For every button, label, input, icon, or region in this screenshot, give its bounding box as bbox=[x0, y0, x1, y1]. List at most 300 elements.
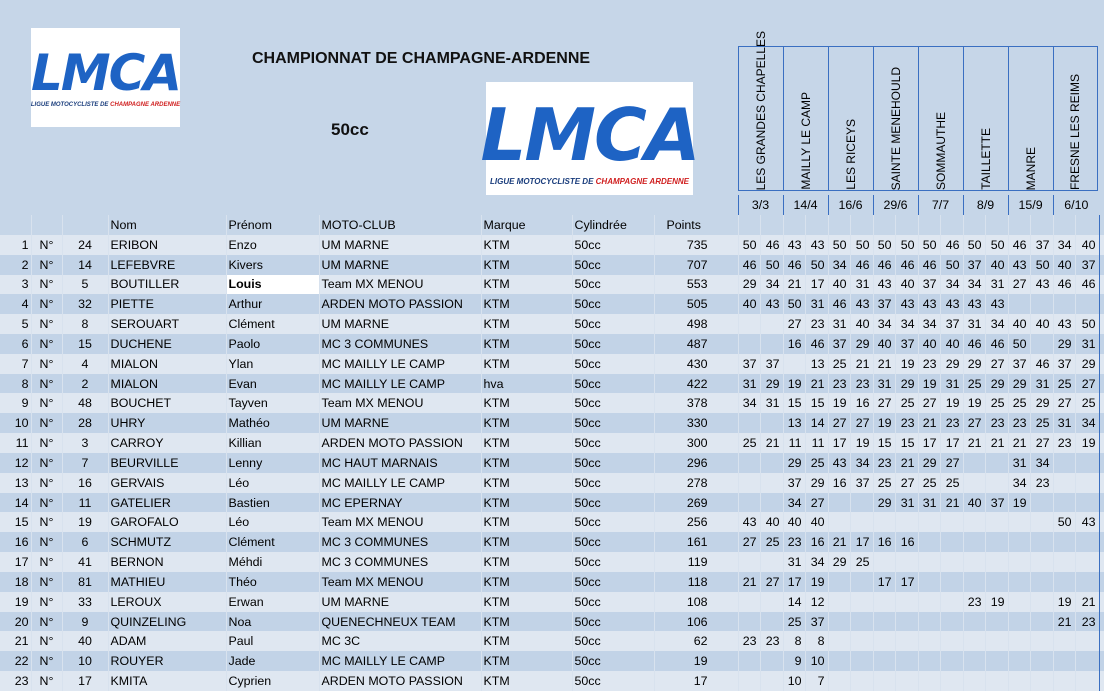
row-score bbox=[760, 453, 783, 473]
row-score: 40 bbox=[985, 255, 1008, 275]
row-score bbox=[1075, 552, 1099, 572]
row-score: 29 bbox=[873, 493, 895, 513]
row-score: 46 bbox=[940, 235, 963, 255]
row-score bbox=[1075, 651, 1099, 671]
row-last-name: LEROUX bbox=[108, 592, 226, 612]
row-displacement: 50cc bbox=[572, 493, 654, 513]
row-score bbox=[1030, 631, 1053, 651]
venue-date: 14/4 bbox=[783, 195, 828, 215]
row-score: 29 bbox=[895, 374, 918, 394]
row-score bbox=[873, 631, 895, 651]
row-score bbox=[1030, 294, 1053, 314]
row-score: 23 bbox=[1053, 433, 1075, 453]
row-club: UM MARNE bbox=[319, 592, 481, 612]
row-score: 12 bbox=[805, 592, 828, 612]
row-score bbox=[1053, 552, 1075, 572]
row-last-name: MIALON bbox=[108, 374, 226, 394]
row-edge bbox=[1099, 512, 1104, 532]
row-n-label: N° bbox=[31, 651, 62, 671]
row-score bbox=[828, 651, 850, 671]
row-race-number: 7 bbox=[62, 453, 108, 473]
row-brand: KTM bbox=[481, 512, 572, 532]
row-n-label: N° bbox=[31, 473, 62, 493]
row-points: 707 bbox=[654, 255, 738, 275]
row-brand: KTM bbox=[481, 453, 572, 473]
table-row bbox=[0, 354, 1104, 374]
row-position: 8 bbox=[0, 374, 31, 394]
row-score: 23 bbox=[805, 314, 828, 334]
row-score: 34 bbox=[1053, 235, 1075, 255]
row-race-number: 14 bbox=[62, 255, 108, 275]
row-score: 34 bbox=[985, 314, 1008, 334]
row-score: 13 bbox=[805, 354, 828, 374]
row-score: 17 bbox=[828, 433, 850, 453]
row-club: MC MAILLY LE CAMP bbox=[319, 354, 481, 374]
row-score: 43 bbox=[985, 294, 1008, 314]
row-score bbox=[1075, 294, 1099, 314]
row-club: Team MX MENOU bbox=[319, 393, 481, 413]
row-score bbox=[1008, 592, 1030, 612]
row-score: 34 bbox=[918, 314, 940, 334]
row-brand: KTM bbox=[481, 314, 572, 334]
row-score bbox=[1075, 532, 1099, 552]
row-points: 430 bbox=[654, 354, 738, 374]
row-score: 37 bbox=[918, 275, 940, 295]
table-row bbox=[0, 433, 1104, 453]
venue-date: 8/9 bbox=[963, 195, 1008, 215]
header-score bbox=[895, 215, 918, 235]
row-edge bbox=[1099, 334, 1104, 354]
row-score: 40 bbox=[805, 512, 828, 532]
row-brand: KTM bbox=[481, 334, 572, 354]
row-score: 16 bbox=[805, 532, 828, 552]
row-score: 15 bbox=[873, 433, 895, 453]
row-position: 23 bbox=[0, 671, 31, 691]
row-score: 43 bbox=[1030, 275, 1053, 295]
row-score: 11 bbox=[805, 433, 828, 453]
row-first-name: Arthur bbox=[226, 294, 319, 314]
row-score bbox=[918, 552, 940, 572]
row-score: 37 bbox=[1053, 354, 1075, 374]
row-score: 46 bbox=[1008, 235, 1030, 255]
row-score: 21 bbox=[873, 354, 895, 374]
row-score: 16 bbox=[783, 334, 805, 354]
row-last-name: DUCHENE bbox=[108, 334, 226, 354]
row-score bbox=[1030, 334, 1053, 354]
row-brand: KTM bbox=[481, 493, 572, 513]
row-score: 8 bbox=[805, 631, 828, 651]
row-points: 487 bbox=[654, 334, 738, 354]
row-score: 10 bbox=[783, 671, 805, 691]
venue-header bbox=[963, 47, 1008, 190]
row-score: 27 bbox=[1008, 275, 1030, 295]
venue-header bbox=[783, 47, 828, 190]
row-score: 43 bbox=[1008, 255, 1030, 275]
row-displacement: 50cc bbox=[572, 433, 654, 453]
row-score: 37 bbox=[985, 493, 1008, 513]
row-score: 34 bbox=[895, 314, 918, 334]
row-score: 31 bbox=[783, 552, 805, 572]
venue-header bbox=[738, 30, 783, 190]
row-club: UM MARNE bbox=[319, 235, 481, 255]
table-row bbox=[0, 294, 1104, 314]
row-n-label: N° bbox=[31, 393, 62, 413]
row-score: 50 bbox=[985, 235, 1008, 255]
row-score: 31 bbox=[738, 374, 760, 394]
table-row bbox=[0, 374, 1104, 394]
row-n-label: N° bbox=[31, 631, 62, 651]
table-row bbox=[0, 651, 1104, 671]
table-row bbox=[0, 532, 1104, 552]
row-score: 43 bbox=[828, 453, 850, 473]
row-first-name: Enzo bbox=[226, 235, 319, 255]
row-score: 17 bbox=[918, 433, 940, 453]
row-score bbox=[828, 572, 850, 592]
row-score: 19 bbox=[895, 354, 918, 374]
row-edge bbox=[1099, 433, 1104, 453]
row-score: 37 bbox=[963, 255, 985, 275]
venue-name: SAINTE MENEHOULD bbox=[888, 66, 903, 190]
row-edge bbox=[1099, 393, 1104, 413]
row-position: 12 bbox=[0, 453, 31, 473]
row-score: 17 bbox=[805, 275, 828, 295]
header-edge bbox=[1099, 215, 1104, 235]
row-first-name: Tayven bbox=[226, 393, 319, 413]
row-displacement: 50cc bbox=[572, 334, 654, 354]
row-brand: KTM bbox=[481, 275, 572, 295]
row-score bbox=[1030, 612, 1053, 632]
row-n-label: N° bbox=[31, 334, 62, 354]
row-score: 40 bbox=[1008, 314, 1030, 334]
row-n-label: N° bbox=[31, 433, 62, 453]
row-last-name: BOUCHET bbox=[108, 393, 226, 413]
row-position: 4 bbox=[0, 294, 31, 314]
row-score: 40 bbox=[783, 512, 805, 532]
row-brand: KTM bbox=[481, 354, 572, 374]
row-score: 21 bbox=[738, 572, 760, 592]
row-points: 378 bbox=[654, 393, 738, 413]
row-score: 43 bbox=[918, 294, 940, 314]
row-score: 50 bbox=[1053, 512, 1075, 532]
row-score: 50 bbox=[828, 235, 850, 255]
row-score: 17 bbox=[850, 532, 873, 552]
row-score: 23 bbox=[895, 413, 918, 433]
row-displacement: 50cc bbox=[572, 275, 654, 295]
row-score bbox=[1008, 572, 1030, 592]
row-displacement: 50cc bbox=[572, 473, 654, 493]
row-score bbox=[1075, 473, 1099, 493]
row-n-label: N° bbox=[31, 532, 62, 552]
row-last-name: MIALON bbox=[108, 354, 226, 374]
row-brand: KTM bbox=[481, 413, 572, 433]
row-score: 40 bbox=[895, 275, 918, 295]
row-score bbox=[1030, 493, 1053, 513]
row-score bbox=[1053, 473, 1075, 493]
row-score: 31 bbox=[850, 275, 873, 295]
table-row bbox=[0, 631, 1104, 651]
row-score bbox=[738, 334, 760, 354]
row-score: 46 bbox=[828, 294, 850, 314]
venue-headers bbox=[738, 30, 1098, 191]
row-first-name: Killian bbox=[226, 433, 319, 453]
row-displacement: 50cc bbox=[572, 393, 654, 413]
row-score: 43 bbox=[963, 294, 985, 314]
dates-spacer bbox=[0, 195, 738, 215]
row-score: 27 bbox=[873, 393, 895, 413]
row-score: 27 bbox=[1075, 374, 1099, 394]
row-score: 46 bbox=[783, 255, 805, 275]
row-score: 31 bbox=[760, 393, 783, 413]
row-score bbox=[895, 651, 918, 671]
row-score: 23 bbox=[1008, 413, 1030, 433]
row-score: 46 bbox=[873, 255, 895, 275]
row-edge bbox=[1099, 612, 1104, 632]
dates-edge bbox=[1099, 195, 1104, 215]
row-score: 31 bbox=[963, 314, 985, 334]
row-race-number: 2 bbox=[62, 374, 108, 394]
row-score: 25 bbox=[1053, 374, 1075, 394]
row-score: 29 bbox=[760, 374, 783, 394]
row-club: UM MARNE bbox=[319, 255, 481, 275]
row-edge bbox=[1099, 314, 1104, 334]
row-score bbox=[1030, 592, 1053, 612]
header-prenom: Prénom bbox=[226, 215, 319, 235]
row-club: MC 3C bbox=[319, 631, 481, 651]
venue-header bbox=[828, 47, 873, 190]
row-score: 16 bbox=[828, 473, 850, 493]
table-row bbox=[0, 473, 1104, 493]
row-first-name: Léo bbox=[226, 512, 319, 532]
row-score bbox=[963, 671, 985, 691]
row-score bbox=[940, 512, 963, 532]
row-n-label: N° bbox=[31, 374, 62, 394]
header-nom: Nom bbox=[108, 215, 226, 235]
row-score bbox=[918, 612, 940, 632]
row-race-number: 33 bbox=[62, 592, 108, 612]
header-score bbox=[783, 215, 805, 235]
row-score: 21 bbox=[760, 433, 783, 453]
row-displacement: 50cc bbox=[572, 631, 654, 651]
row-score: 29 bbox=[985, 374, 1008, 394]
header-score bbox=[918, 215, 940, 235]
row-last-name: GERVAIS bbox=[108, 473, 226, 493]
row-score: 50 bbox=[873, 235, 895, 255]
row-first-name: Mathéo bbox=[226, 413, 319, 433]
row-last-name: QUINZELING bbox=[108, 612, 226, 632]
row-score: 23 bbox=[1030, 473, 1053, 493]
row-brand: KTM bbox=[481, 473, 572, 493]
header-score bbox=[1030, 215, 1053, 235]
row-score: 19 bbox=[805, 572, 828, 592]
row-club: MC MAILLY LE CAMP bbox=[319, 651, 481, 671]
row-points: 256 bbox=[654, 512, 738, 532]
row-score: 21 bbox=[940, 493, 963, 513]
row-score bbox=[963, 453, 985, 473]
row-race-number: 32 bbox=[62, 294, 108, 314]
row-position: 15 bbox=[0, 512, 31, 532]
row-brand: KTM bbox=[481, 235, 572, 255]
row-club: UM MARNE bbox=[319, 413, 481, 433]
row-displacement: 50cc bbox=[572, 374, 654, 394]
row-score: 15 bbox=[783, 393, 805, 413]
table-row bbox=[0, 453, 1104, 473]
row-first-name: Louis bbox=[226, 275, 319, 295]
row-score bbox=[918, 651, 940, 671]
row-score: 31 bbox=[805, 294, 828, 314]
row-score bbox=[963, 631, 985, 651]
row-last-name: CARROY bbox=[108, 433, 226, 453]
row-race-number: 11 bbox=[62, 493, 108, 513]
row-score bbox=[1053, 493, 1075, 513]
venue-name: SOMMAUTHE bbox=[933, 112, 948, 190]
row-score: 19 bbox=[873, 413, 895, 433]
row-score: 10 bbox=[805, 651, 828, 671]
row-club: MC HAUT MARNAIS bbox=[319, 453, 481, 473]
venue-name: LES GRANDES CHAPELLES bbox=[753, 30, 768, 190]
row-score: 46 bbox=[985, 334, 1008, 354]
row-score bbox=[873, 552, 895, 572]
header-score bbox=[873, 215, 895, 235]
row-points: 553 bbox=[654, 275, 738, 295]
row-n-label: N° bbox=[31, 512, 62, 532]
row-score: 50 bbox=[918, 235, 940, 255]
row-score: 21 bbox=[805, 374, 828, 394]
row-score bbox=[1008, 631, 1030, 651]
row-score: 27 bbox=[738, 532, 760, 552]
row-score bbox=[1075, 453, 1099, 473]
row-score: 21 bbox=[1008, 433, 1030, 453]
row-score bbox=[1030, 512, 1053, 532]
row-race-number: 24 bbox=[62, 235, 108, 255]
row-score: 29 bbox=[1053, 334, 1075, 354]
row-edge bbox=[1099, 413, 1104, 433]
row-score bbox=[738, 314, 760, 334]
row-brand: KTM bbox=[481, 572, 572, 592]
row-score: 29 bbox=[850, 334, 873, 354]
row-score: 21 bbox=[1053, 612, 1075, 632]
row-score: 31 bbox=[873, 374, 895, 394]
row-score: 46 bbox=[760, 235, 783, 255]
row-score bbox=[895, 592, 918, 612]
row-score bbox=[963, 651, 985, 671]
row-score: 40 bbox=[1075, 235, 1099, 255]
table-row bbox=[0, 334, 1104, 354]
row-brand: KTM bbox=[481, 433, 572, 453]
row-score: 34 bbox=[940, 275, 963, 295]
row-score: 34 bbox=[738, 393, 760, 413]
row-n-label: N° bbox=[31, 354, 62, 374]
row-score: 29 bbox=[963, 354, 985, 374]
row-score bbox=[985, 512, 1008, 532]
venue-header bbox=[873, 47, 918, 190]
row-brand: hva bbox=[481, 374, 572, 394]
row-score: 34 bbox=[828, 255, 850, 275]
row-position: 17 bbox=[0, 552, 31, 572]
row-score: 50 bbox=[940, 255, 963, 275]
row-score: 31 bbox=[828, 314, 850, 334]
row-score: 34 bbox=[1075, 413, 1099, 433]
row-score bbox=[963, 552, 985, 572]
row-score: 43 bbox=[940, 294, 963, 314]
row-score bbox=[985, 572, 1008, 592]
row-score bbox=[1075, 671, 1099, 691]
row-score: 50 bbox=[850, 235, 873, 255]
row-score bbox=[1053, 671, 1075, 691]
row-displacement: 50cc bbox=[572, 294, 654, 314]
venue-header bbox=[1008, 47, 1053, 190]
row-score: 46 bbox=[963, 334, 985, 354]
row-score: 50 bbox=[1075, 314, 1099, 334]
row-score: 25 bbox=[940, 473, 963, 493]
row-score: 23 bbox=[963, 592, 985, 612]
header-n bbox=[31, 215, 62, 235]
row-brand: KTM bbox=[481, 592, 572, 612]
row-score bbox=[828, 631, 850, 651]
row-score bbox=[985, 532, 1008, 552]
row-score bbox=[1075, 631, 1099, 651]
row-brand: KTM bbox=[481, 631, 572, 651]
row-first-name: Bastien bbox=[226, 493, 319, 513]
row-score bbox=[1030, 532, 1053, 552]
row-score: 23 bbox=[760, 631, 783, 651]
row-displacement: 50cc bbox=[572, 552, 654, 572]
row-last-name: MATHIEU bbox=[108, 572, 226, 592]
row-edge bbox=[1099, 631, 1104, 651]
row-score: 23 bbox=[918, 354, 940, 374]
row-score: 50 bbox=[805, 255, 828, 275]
row-score: 40 bbox=[873, 334, 895, 354]
row-score: 50 bbox=[1030, 255, 1053, 275]
row-score bbox=[828, 512, 850, 532]
venue-date: 15/9 bbox=[1008, 195, 1053, 215]
row-score bbox=[1075, 493, 1099, 513]
row-last-name: LEFEBVRE bbox=[108, 255, 226, 275]
row-edge bbox=[1099, 473, 1104, 493]
row-score bbox=[738, 592, 760, 612]
row-score: 37 bbox=[828, 334, 850, 354]
row-score: 25 bbox=[1008, 393, 1030, 413]
row-n-label: N° bbox=[31, 493, 62, 513]
row-score: 25 bbox=[1030, 413, 1053, 433]
row-score bbox=[940, 552, 963, 572]
row-n-label: N° bbox=[31, 294, 62, 314]
row-first-name: Evan bbox=[226, 374, 319, 394]
row-edge bbox=[1099, 374, 1104, 394]
row-score: 27 bbox=[1030, 433, 1053, 453]
header-score bbox=[985, 215, 1008, 235]
row-score: 43 bbox=[805, 235, 828, 255]
row-last-name: ERIBON bbox=[108, 235, 226, 255]
row-race-number: 81 bbox=[62, 572, 108, 592]
row-position: 21 bbox=[0, 631, 31, 651]
row-displacement: 50cc bbox=[572, 671, 654, 691]
row-n-label: N° bbox=[31, 255, 62, 275]
row-score: 43 bbox=[1075, 512, 1099, 532]
header-score bbox=[963, 215, 985, 235]
row-points: 505 bbox=[654, 294, 738, 314]
row-race-number: 15 bbox=[62, 334, 108, 354]
row-first-name: Paul bbox=[226, 631, 319, 651]
header-points: Points bbox=[654, 215, 738, 235]
row-position: 11 bbox=[0, 433, 31, 453]
lmca-logo-tagline: LIGUE MOTOCYCLISTE DE CHAMPAGNE ARDENNE bbox=[30, 101, 181, 108]
row-score: 11 bbox=[783, 433, 805, 453]
header-score bbox=[1053, 215, 1075, 235]
row-score bbox=[895, 612, 918, 632]
row-edge bbox=[1099, 651, 1104, 671]
row-score: 37 bbox=[783, 473, 805, 493]
row-score: 19 bbox=[940, 393, 963, 413]
